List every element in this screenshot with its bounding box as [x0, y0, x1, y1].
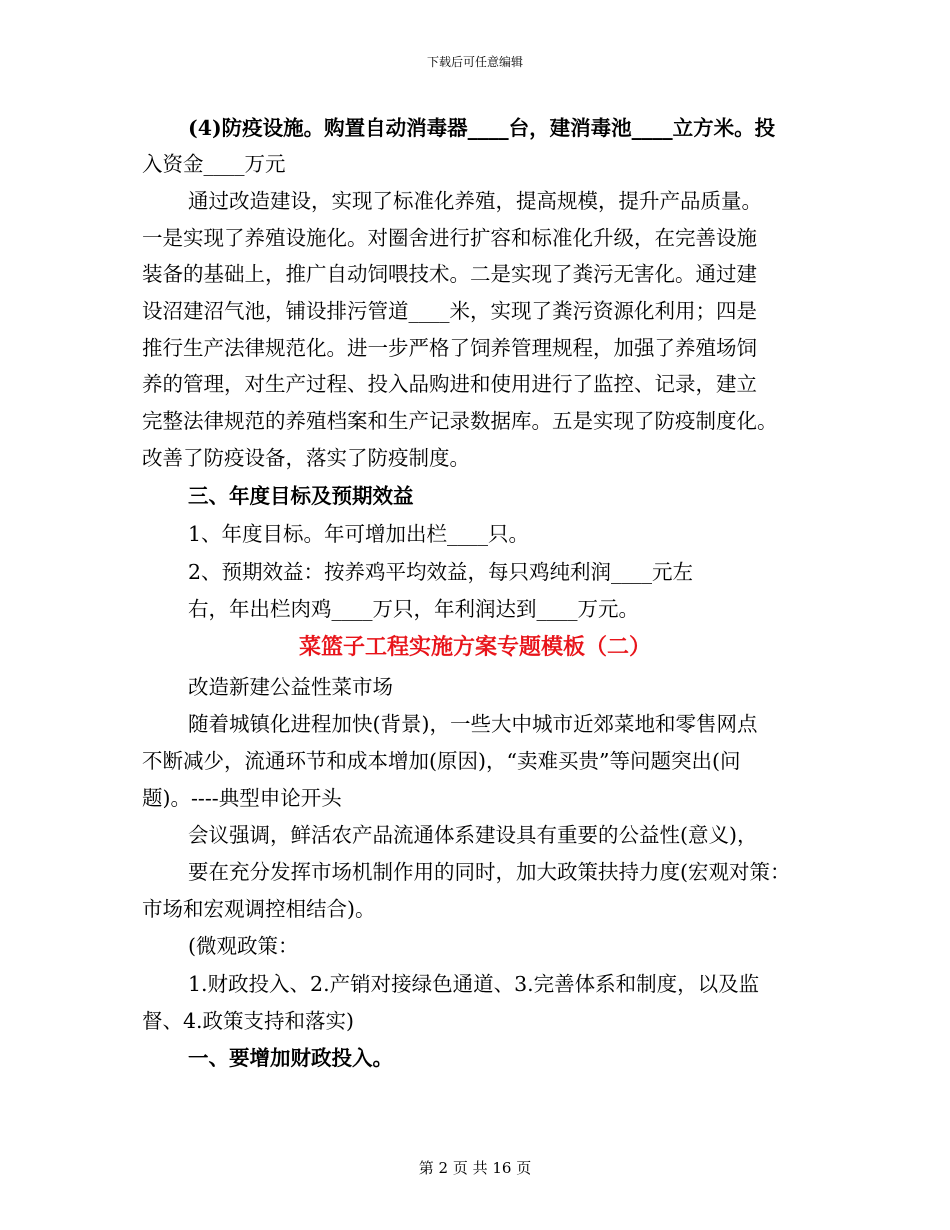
paragraph-line: 设沼建沼气池，铺设排污管道____米，实现了粪污资源化利用；四是	[142, 299, 757, 323]
paragraph-line: (微观政策：	[188, 934, 299, 958]
paragraph-line: 2、预期效益：按养鸡平均效益，每只鸡纯利润____元左	[188, 560, 694, 584]
paragraph-line: 通过改造建设，实现了标准化养殖，提高规模，提升产品质量。	[188, 189, 762, 213]
page-footer: 第 2 页 共 16 页	[418, 1159, 532, 1177]
paragraph-line: 要在充分发挥市场机制作用的同时，加大政策扶持力度(宏观对策：	[188, 860, 791, 884]
paragraph-line: 装备的基础上，推广自动饲喂技术。二是实现了粪污无害化。通过建	[142, 262, 757, 286]
paragraph-line: 完整法律规范的养殖档案和生产记录数据库。五是实现了防疫制度化。	[142, 409, 778, 433]
paragraph-line: 养的管理，对生产过程、投入品购进和使用进行了监控、记录，建立	[142, 372, 757, 396]
paragraph-line: (4)防疫设施。购置自动消毒器____台，建消毒池____立方米。投	[188, 116, 776, 140]
paragraph-line: 改造新建公益性菜市场	[188, 675, 393, 699]
paragraph-line: 督、4.政策支持和落实)	[142, 1009, 355, 1033]
paragraph-line: 一是实现了养殖设施化。对圈舍进行扩容和标准化升级，在完善设施	[142, 226, 757, 250]
page-header: 下载后可任意编辑	[426, 55, 523, 69]
section-heading: 一、要增加财政投入。	[188, 1046, 393, 1070]
paragraph-line: 推行生产法律规范化。进一步严格了饲养管理规程，加强了养殖场饲	[142, 336, 757, 360]
paragraph-line: 1、年度目标。年可增加出栏____只。	[188, 522, 530, 546]
paragraph-line: 会议强调，鲜活农产品流通体系建设具有重要的公益性(意义)，	[188, 823, 758, 847]
section-title: 菜篮子工程实施方案专题模板（二）	[298, 634, 651, 660]
paragraph-line: 右，年出栏肉鸡____万只，年利润达到____万元。	[188, 597, 639, 621]
paragraph-line: 题)。----典型申论开头	[142, 786, 342, 810]
paragraph-line: 随着城镇化进程加快(背景)，一些大中城市近郊菜地和零售网点	[188, 712, 758, 736]
paragraph-line: 1.财政投入、2.产销对接绿色通道、3.完善体系和制度，以及监	[188, 972, 760, 996]
paragraph-line: 不断减少，流通环节和成本增加(原因)，“卖难买贵”等问题突出(问	[142, 749, 741, 773]
paragraph-line: 市场和宏观调控相结合)。	[142, 897, 376, 921]
paragraph-line: 改善了防疫设备，落实了防疫制度。	[142, 446, 470, 470]
section-heading: 三、年度目标及预期效益	[188, 484, 414, 508]
paragraph-line: 入资金____万元	[142, 152, 286, 176]
